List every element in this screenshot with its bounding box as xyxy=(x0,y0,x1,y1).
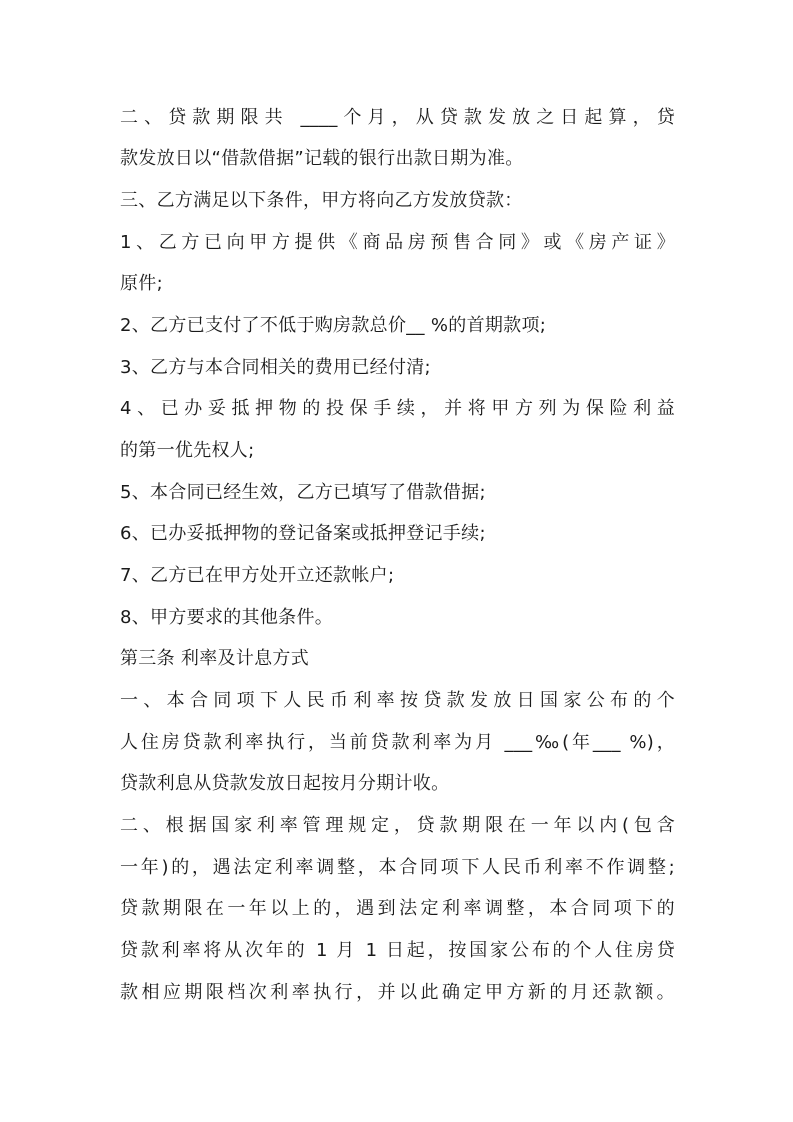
text-line: 人住房贷款利率执行，当前贷款利率为月 ___‰(年___ %)， xyxy=(120,732,675,753)
text-line: 贷款期限在一年以上的，遇到法定利率调整，本合同项下的 xyxy=(120,898,675,919)
text-line: 贷款利率将从次年的 1 月 1 日起，按国家公布的个人住房贷 xyxy=(120,940,675,961)
text-line: 二、贷款期限共 ____个月，从贷款发放之日起算，贷 xyxy=(120,107,675,128)
text-line: 贷款利息从贷款发放日起按月分期计收。 xyxy=(120,773,450,794)
text-line: 原件; xyxy=(120,273,163,294)
text-line: 1、乙方已向甲方提供《商品房预售合同》或《房产证》 xyxy=(120,232,675,253)
text-line: 的第一优先权人; xyxy=(120,440,255,461)
text-line: 一年)的，遇法定利率调整，本合同项下人民币利率不作调整; xyxy=(120,857,675,878)
text-line: 款相应期限档次利率执行，并以此确定甲方新的月还款额。 xyxy=(120,982,675,1003)
text-line: 6、已办妥抵押物的登记备案或抵押登记手续; xyxy=(120,523,486,544)
text-line: 二、根据国家利率管理规定，贷款期限在一年以内(包含 xyxy=(120,815,675,836)
text-line: 5、本合同已经生效，乙方已填写了借款借据; xyxy=(120,482,486,503)
text-line: 三、乙方满足以下条件，甲方将向乙方发放贷款： xyxy=(120,190,523,211)
text-line: 3、乙方与本合同相关的费用已经付清; xyxy=(120,357,431,378)
text-line: 7、乙方已在甲方处开立还款帐户; xyxy=(120,565,395,586)
text-line: 一、本合同项下人民币利率按贷款发放日国家公布的个 xyxy=(120,690,675,711)
section-heading: 第三条 利率及计息方式 xyxy=(120,648,310,669)
text-line: 8、甲方要求的其他条件。 xyxy=(120,607,334,628)
text-line: 款发放日以“借款借据”记载的银行出款日期为准。 xyxy=(120,148,524,169)
text-line: 4、已办妥抵押物的投保手续，并将甲方列为保险利益 xyxy=(120,398,675,419)
text-line: 2、乙方已支付了不低于购房款总价__ %的首期款项; xyxy=(120,315,547,336)
